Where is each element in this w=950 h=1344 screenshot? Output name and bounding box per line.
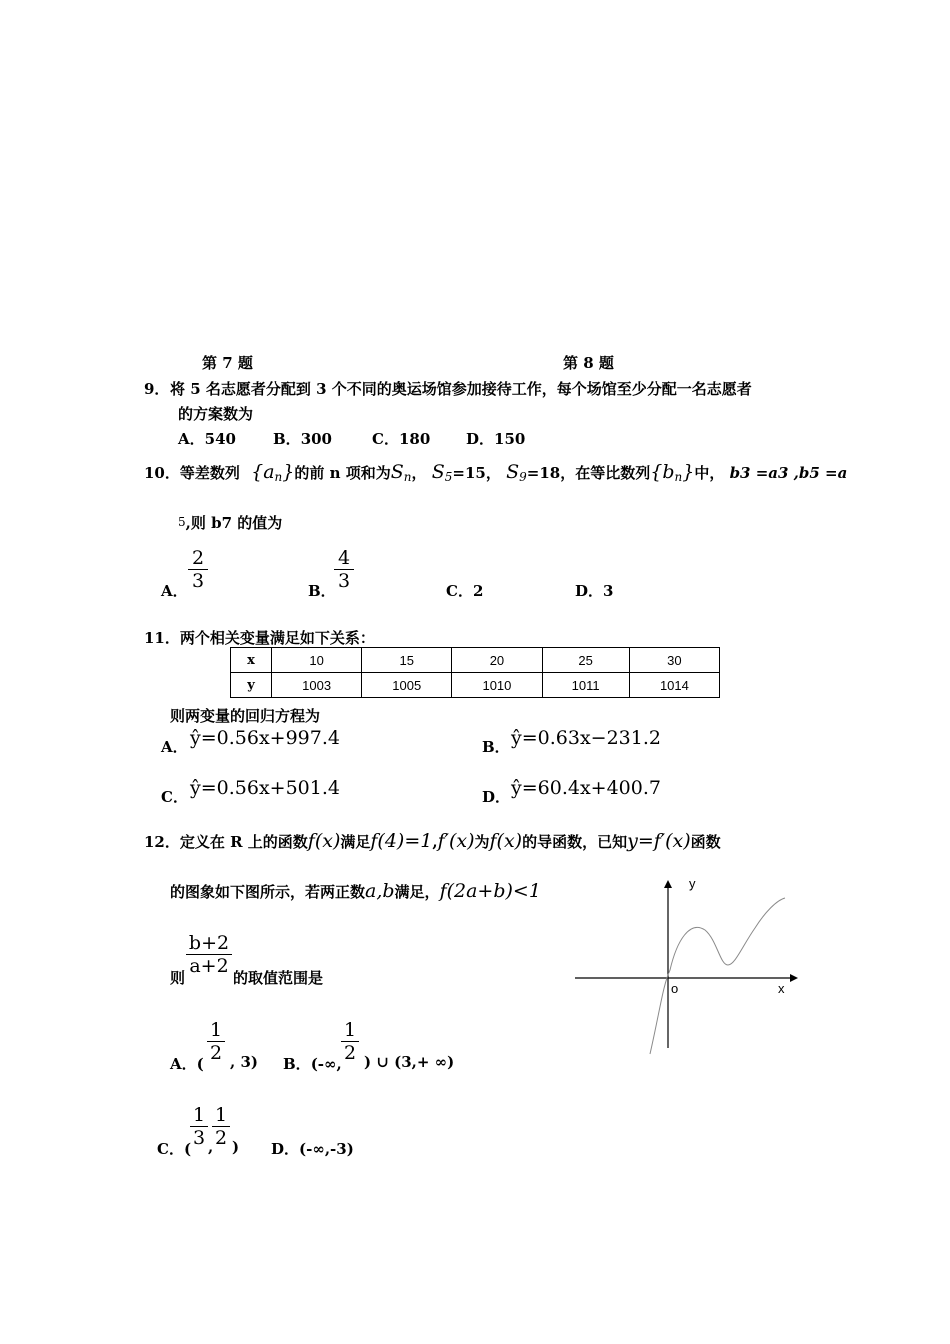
q12-ze: 则 <box>170 969 186 987</box>
table-row <box>231 648 720 673</box>
q12-line1: 12．定义在 R 上的函数f(x)满足f(4)=1,f′(x)为f(x)的导函数，已知y=f′(x)函数 <box>144 830 721 852</box>
derivative-graph <box>565 870 800 1060</box>
table-cell: x <box>231 648 272 673</box>
table-cell: 1003 <box>272 673 362 698</box>
q11-option-c-label: C． <box>161 788 188 806</box>
q12-option-a-fraction: $\frac{1}{2}$ <box>207 1019 225 1064</box>
table-cell: 10 <box>272 648 362 673</box>
q12-option-b-post: ) ∪ (3,+ ∞) <box>364 1053 455 1071</box>
q10-option-a-fraction: $\frac{2}{3}$ <box>188 547 208 592</box>
sum-sn: $S_n$ <box>390 461 412 484</box>
q9-option-b: B．300 <box>273 430 332 448</box>
table-cell: 1005 <box>362 673 452 698</box>
table-cell: 1014 <box>629 673 719 698</box>
q12-option-d: D．(-∞,-3) <box>271 1140 354 1158</box>
caption-figure-7: 第 7 题 <box>202 354 253 372</box>
q11-option-d-label: D． <box>482 788 511 806</box>
q12-option-c-close: ) <box>232 1138 240 1156</box>
q11-option-b-equation: ŷ=0.63x−231.2 <box>511 727 661 749</box>
q12-option-b-fraction: $\frac{1}{2}$ <box>341 1019 359 1064</box>
q9-option-d: D．150 <box>466 430 526 448</box>
q11-option-c-equation: ŷ=0.56x+501.4 <box>190 777 340 799</box>
q12-option-a-label: A．( <box>170 1055 204 1073</box>
q10-option-a-label: A． <box>161 582 188 600</box>
q10-line1: 10．等差数列 $\{a_n\}$的前 n 项和为$S_n$， $S_5=15$， $S_9=18$，在等比数列$\{b_n\}$中， b3 =a3 ,b5 =a <box>144 461 848 484</box>
table-cell: 25 <box>542 648 629 673</box>
q11-option-d-equation: ŷ=60.4x+400.7 <box>511 777 661 799</box>
q10-line2: 5,则 b7 的值为 <box>178 514 283 532</box>
q9-option-c: C．180 <box>372 430 431 448</box>
q12-option-c-separator: , <box>208 1138 214 1156</box>
q11-prompt: 则两变量的回归方程为 <box>170 707 321 725</box>
q10-option-b-label: B． <box>308 582 336 600</box>
q9-text-line2: 的方案数为 <box>178 405 254 423</box>
q10-condition: b3 =a3 ,b5 =a <box>729 464 848 482</box>
y-axis-label: y <box>689 876 696 891</box>
q9-option-a: A．540 <box>178 430 236 448</box>
y-axis-arrow-icon <box>664 880 672 888</box>
q9-text-line1: 将 5 名志愿者分配到 3 个不同的奥运场馆参加接待工作，每个场馆至少分配一名志愿者 <box>170 380 752 398</box>
sum-s9: $S_9$ <box>506 461 527 484</box>
q10-option-d: D．3 <box>575 582 614 600</box>
table-cell: 20 <box>452 648 542 673</box>
table-cell: 15 <box>362 648 452 673</box>
table-cell: 1011 <box>542 673 629 698</box>
data-table <box>230 647 720 698</box>
q10-option-c: C．2 <box>446 582 484 600</box>
q12-option-c-label: C．( <box>157 1140 192 1158</box>
q12-line2: 的图象如下图所示，若两正数a,b满足，f(2a+b)<1 <box>170 880 541 902</box>
table-cell: 1010 <box>452 673 542 698</box>
q12-option-b-label: B．(-∞, <box>283 1055 342 1073</box>
q9-number: 9． <box>144 380 170 398</box>
q11-option-a-label: A． <box>161 738 188 756</box>
caption-figure-8: 第 8 题 <box>563 354 614 372</box>
sum-s5: $S_5$ <box>431 461 453 484</box>
table-cell: 30 <box>629 648 719 673</box>
q12-option-c-fraction-1: $\frac{1}{3}$ <box>190 1104 208 1149</box>
table-cell: y <box>231 673 272 698</box>
sequence-b: $\{b_n\}$ <box>650 461 695 484</box>
q11-option-a-equation: ŷ=0.56x+997.4 <box>190 727 340 749</box>
table-row <box>231 673 720 698</box>
x-axis-label: x <box>778 981 785 996</box>
q12-range-text: 的取值范围是 <box>233 969 324 987</box>
q11-line1: 11．两个相关变量满足如下关系： <box>144 629 375 647</box>
q10-option-b-fraction: $\frac{4}{3}$ <box>334 547 354 592</box>
q12-option-c-fraction-2: $\frac{1}{2}$ <box>212 1104 230 1149</box>
sequence-a: $\{a_n\}$ <box>251 461 295 484</box>
q12-option-a-close: , 3) <box>230 1053 258 1071</box>
q11-option-b-label: B． <box>482 738 510 756</box>
x-axis-arrow-icon <box>790 974 798 982</box>
q12-fraction: $\frac{b+2}{a+2}$ <box>186 932 232 977</box>
derivative-curve <box>650 898 785 1054</box>
origin-label: o <box>671 981 679 996</box>
